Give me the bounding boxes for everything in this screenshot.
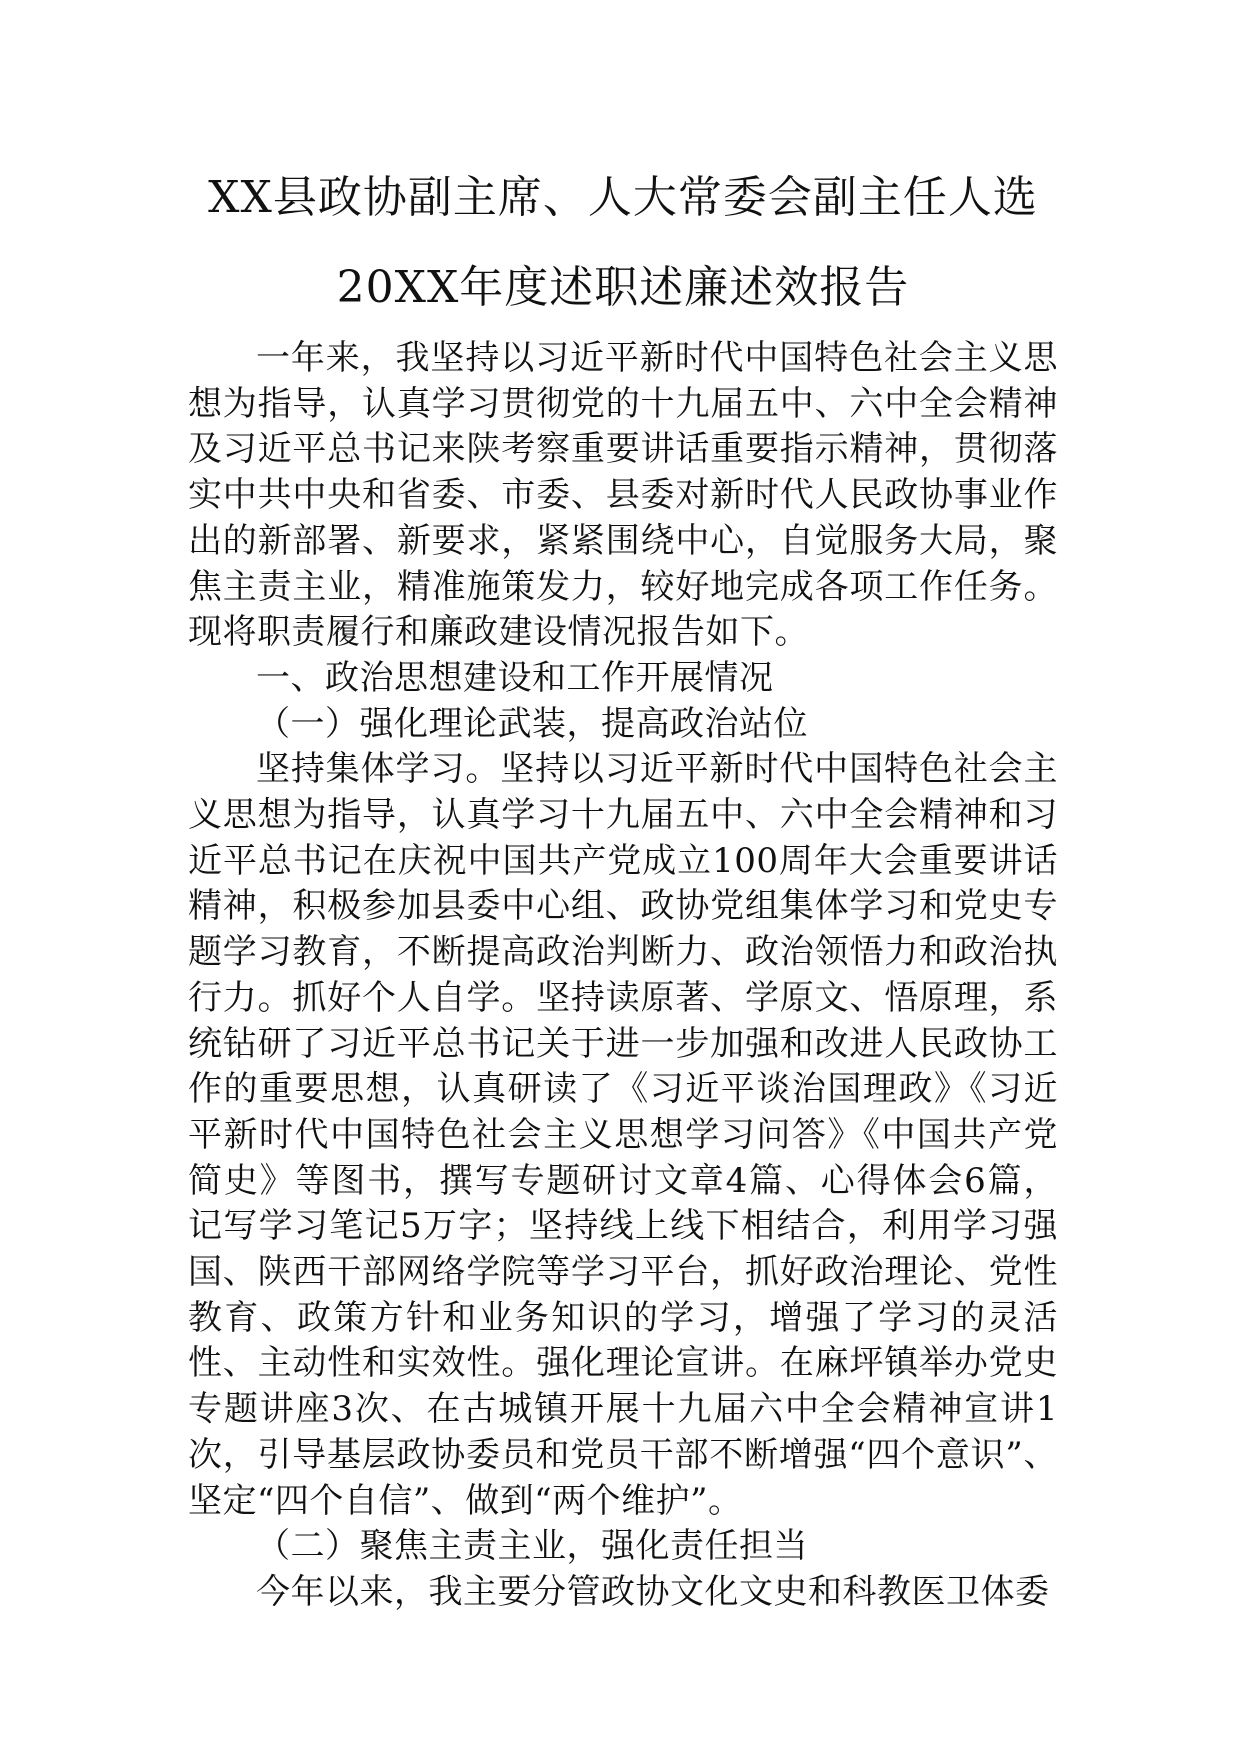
subsection-heading-1: （一）强化理论武装，提高政治站位 [256,703,808,744]
study-paragraph: 坚持集体学习。坚持以习近平新时代中国特色社会主义思想为指导，认真学习十九届五中、六中全会精神和习近平总书记在庆祝中国共产党成立100周年大会重要讲话精神，积极参加县委中心组、政协党组集体学习和党史专题学习教育，不断提高政治判断力、政治领悟力和政治执行力。抓好个人自学。坚持读原著、学原文、悟原理，系统钻研了习近平总书记关于进一步加强和改进人民政协工作的重要思想，认真研读了《习近平谈治国理政》《习近平新时代中国特色社会主义思想学习问答》《中国共产党简史》等图书，撰写专题研讨文章4篇、心得体会6篇，记写学习笔记5万字；坚持线上线下相结合，利用学习强国、陕西干部网络学院等学习平台，抓好政治理论、党性教育、政策方针和业务知识的学习，增强了学习的灵活性、主动性和实效性。强化理论宣讲。在麻坪镇举办党史专题讲座3次、在古城镇开展十九届六中全会精神宣讲1次，引导基层政协委员和党员干部不断增强“四个意识”、坚定“四个自信”、做到“两个维护”。 [188,749,1058,1521]
document-page [188,172,1058,1616]
document-body [188,336,1058,1616]
subsection-heading-2: （二）聚焦主责主业，强化责任担当 [256,1526,808,1567]
document-title-line-2: 20XX年度述职述廉述效报告 [336,262,910,313]
document-title-line-1: XX县政协副主席、人大常委会副主任人选 [208,172,1038,223]
intro-paragraph: 一年来，我坚持以习近平新时代中国特色社会主义思想为指导，认真学习贯彻党的十九届五中、六中全会精神及习近平总书记来陕考察重要讲话重要指示精神，贯彻落实中共中央和省委、市委、县委对新时代人民政协事业作出的新部署、新要求，紧紧围绕中心，自觉服务大局，聚焦主责主业，精准施策发力，较好地完成各项工作任务。现将职责履行和廉政建设情况报告如下。 [188,338,1058,653]
section-heading-1: 一、政治思想建设和工作开展情况 [256,657,774,698]
duties-paragraph: 今年以来，我主要分管政协文化文史和科教医卫体委 [256,1571,1050,1612]
